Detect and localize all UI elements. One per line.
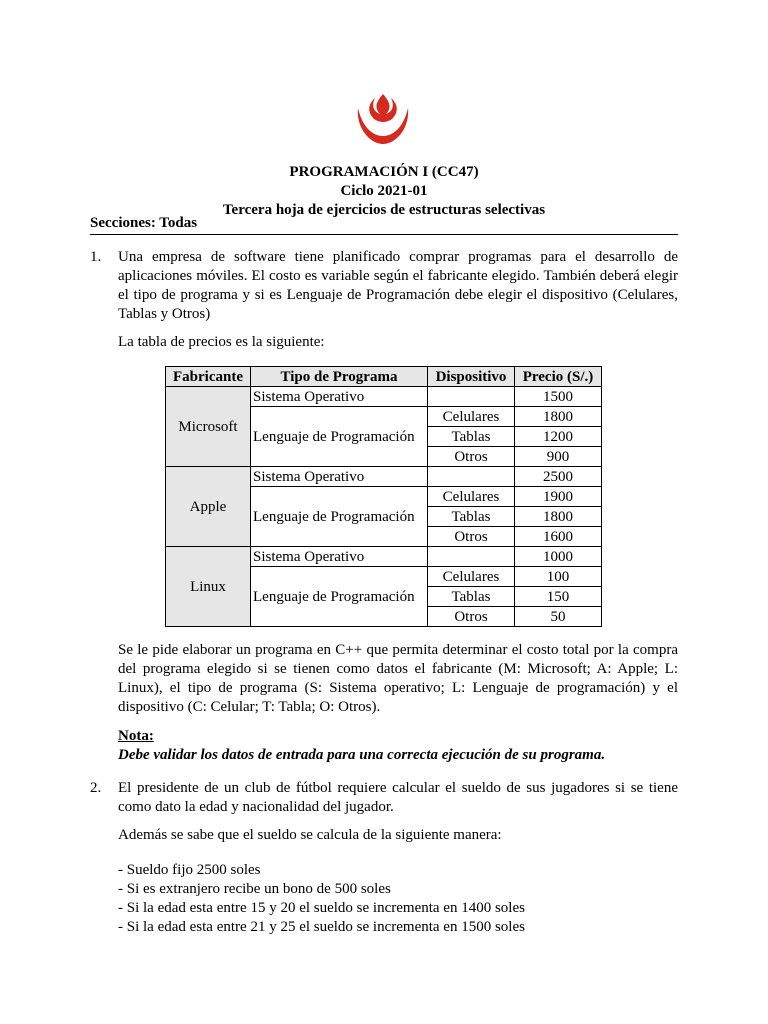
device-cell: Otros xyxy=(428,527,515,547)
price-cell: 2500 xyxy=(515,467,602,487)
salary-rules-list xyxy=(118,861,678,937)
exercise-2-intro: El presidente de un club de fútbol requiere calcular el sueldo de sus jugadores si se tiene como dato la edad y nacionalidad del jugador. xyxy=(118,780,678,815)
price-cell: 150 xyxy=(515,587,602,607)
device-cell: Otros xyxy=(428,447,515,467)
device-cell: Celulares xyxy=(428,567,515,587)
price-cell: 50 xyxy=(515,607,602,627)
document-header xyxy=(90,163,678,220)
price-cell: 1800 xyxy=(515,507,602,527)
device-cell: Tablas xyxy=(428,587,515,607)
program-type-cell: Sistema Operativo xyxy=(251,467,428,487)
list-item: - Si la edad esta entre 15 y 20 el sueldo se incrementa en 1400 soles xyxy=(118,900,525,916)
program-type-cell: Sistema Operativo xyxy=(251,387,428,407)
table-row xyxy=(166,467,602,487)
price-cell: 1000 xyxy=(515,547,602,567)
table-header: Precio (S/.) xyxy=(515,367,602,387)
university-logo-icon xyxy=(352,92,414,148)
note-label: Nota: xyxy=(118,728,154,744)
course-title: PROGRAMACIÓN I (CC47) xyxy=(289,164,479,180)
exercise-1-task: Se le pide elaborar un programa en C++ que permita determinar el costo total por la compra del programa elegido si se tienen como datos el fabricante (M: Microsoft; A: Apple; L: Linux), el tipo de programa (S: Sistema operativo; L: Lenguaje de programación) y el dispositivo (C: Celular; T: Tabla; O: Otros). xyxy=(118,642,678,715)
manufacturer-cell: Microsoft xyxy=(166,387,251,467)
price-cell: 1800 xyxy=(515,407,602,427)
exercise-2-number: 2. xyxy=(90,780,102,796)
cycle-label: Ciclo 2021-01 xyxy=(340,183,428,199)
device-cell xyxy=(428,547,515,567)
exercise-2-rules-intro: Además se sabe que el sueldo se calcula de la siguiente manera: xyxy=(118,827,502,843)
price-cell: 900 xyxy=(515,447,602,467)
program-type-cell: Lenguaje de Programación xyxy=(251,487,428,547)
sheet-title: Tercera hoja de ejercicios de estructuras selectivas xyxy=(222,202,546,218)
table-row xyxy=(166,547,602,567)
device-cell xyxy=(428,467,515,487)
manufacturer-cell: Apple xyxy=(166,467,251,547)
program-type-cell: Lenguaje de Programación xyxy=(251,407,428,467)
program-type-cell: Lenguaje de Programación xyxy=(251,567,428,627)
price-cell: 1900 xyxy=(515,487,602,507)
list-item: - Si es extranjero recibe un bono de 500 soles xyxy=(118,881,391,897)
device-cell: Otros xyxy=(428,607,515,627)
table-header-row xyxy=(166,367,602,387)
note-text: Debe validar los datos de entrada para una correcta ejecución de su programa. xyxy=(118,747,606,763)
price-cell: 1600 xyxy=(515,527,602,547)
program-type-cell: Sistema Operativo xyxy=(251,547,428,567)
device-cell xyxy=(428,387,515,407)
table-header: Dispositivo xyxy=(428,367,515,387)
exercise-1-table-intro: La tabla de precios es la siguiente: xyxy=(118,334,325,350)
device-cell: Celulares xyxy=(428,487,515,507)
price-table xyxy=(165,366,602,627)
price-cell: 100 xyxy=(515,567,602,587)
table-header: Tipo de Programa xyxy=(251,367,428,387)
sections-label: Secciones: Todas xyxy=(90,214,678,235)
price-cell: 1200 xyxy=(515,427,602,447)
list-item: - Sueldo fijo 2500 soles xyxy=(118,862,261,878)
table-row xyxy=(166,387,602,407)
device-cell: Tablas xyxy=(428,507,515,527)
manufacturer-cell: Linux xyxy=(166,547,251,627)
exercise-1-intro: Una empresa de software tiene planificado comprar programas para el desarrollo de aplicaciones móviles. El costo es variable según el fabricante elegido. También deberá elegir el tipo de programa y si es Lenguaje de Programación debe elegir el dispositivo (Celulares, Tablas y Otros) xyxy=(118,249,678,322)
table-header: Fabricante xyxy=(166,367,251,387)
exercise-1-number: 1. xyxy=(90,249,102,265)
device-cell: Celulares xyxy=(428,407,515,427)
list-item: - Si la edad esta entre 21 y 25 el sueldo se incrementa en 1500 soles xyxy=(118,919,525,935)
price-cell: 1500 xyxy=(515,387,602,407)
device-cell: Tablas xyxy=(428,427,515,447)
